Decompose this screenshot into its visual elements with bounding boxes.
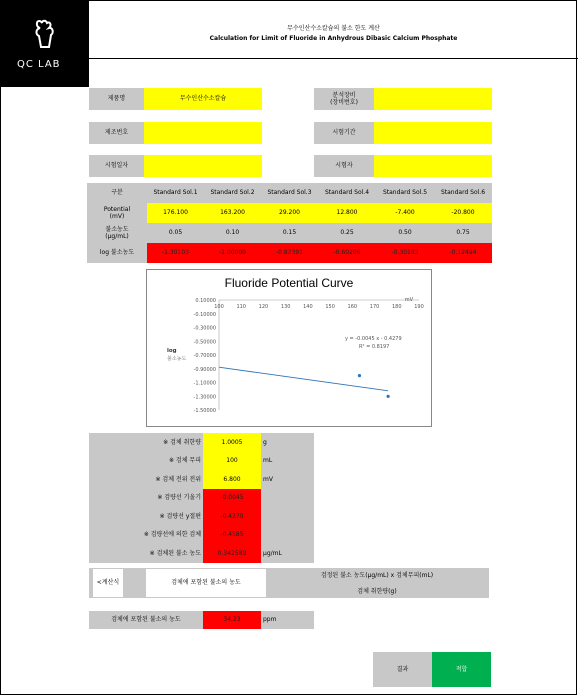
y-axis-title: log (167, 348, 177, 354)
calc-unit: μg/mL (263, 549, 282, 557)
potential-cell[interactable]: -7.400 (376, 203, 434, 223)
log-label: log 불소농도 (87, 243, 147, 263)
equipment-label: 분석장비 (장비번호) (314, 88, 374, 110)
x-tick-label: 110 (236, 304, 246, 310)
x-tick-label: 100 (214, 304, 224, 310)
potential-label: Potential (mV) (87, 203, 147, 223)
test-date-label: 시험기간 (314, 122, 374, 144)
table-header: Standard Sol.3 (261, 183, 318, 203)
result-value: 34.23 (203, 611, 261, 629)
conc-cell: 0.15 (261, 223, 318, 243)
calc-value[interactable]: 6.800 (203, 470, 261, 489)
log-cell: -0.82391 (261, 243, 318, 263)
title-ko: 무수인산수소칼슘의 불소 한도 계산 (287, 25, 380, 32)
calc-value[interactable]: 100 (203, 452, 261, 471)
product-value[interactable]: 무수인산수소칼슘 (144, 88, 262, 110)
calc-unit (261, 507, 314, 526)
lot-label: 제조번호 (89, 122, 144, 144)
calc-value: 0.342589 (203, 544, 261, 563)
equipment-value[interactable] (374, 88, 492, 110)
x-tick-label: 140 (303, 304, 313, 310)
col-label: 구분 (87, 183, 147, 203)
calc-label: ※ 검체 취한량 (163, 438, 201, 446)
standard-table (87, 183, 492, 263)
y-tick-label: -1.30000 (193, 394, 216, 401)
formula-numerator: 검정된 불소 농도(μg/mL) x 검체무피(mL) (320, 572, 434, 580)
potential-cell[interactable]: 163.200 (204, 203, 261, 223)
lot-value[interactable] (144, 122, 262, 144)
x-tick-label: 150 (325, 304, 335, 310)
chart-plot (147, 270, 433, 428)
calc-label: ※ 검체된 불소 농도 (149, 549, 201, 557)
trendline (219, 367, 388, 391)
potential-cell[interactable]: 176.100 (147, 203, 204, 223)
x-tick-label: 160 (347, 304, 358, 310)
y-tick-label: -0.10000 (193, 311, 216, 318)
test-date-value[interactable] (374, 122, 492, 144)
fluoride-chart (146, 269, 432, 427)
calc-value: -0.4585 (203, 526, 261, 545)
y-tick-label: -0.70000 (193, 353, 216, 359)
y-tick-label: -0.50000 (193, 339, 216, 346)
potential-cell[interactable]: -20.800 (434, 203, 492, 223)
calc-value: -0.0045 (203, 489, 261, 508)
formula-label: <계산식 (93, 569, 123, 597)
result-unit: ppm (261, 611, 314, 629)
conc-cell: 0.50 (376, 223, 434, 243)
conc-cell: 0.05 (147, 223, 204, 243)
calc-label: ※ 검체 전위 전위 (155, 475, 201, 483)
formula-left: 검체에 포함된 불소의 농도 (146, 569, 266, 597)
potential-cell[interactable]: 12.800 (318, 203, 376, 223)
result-label: 검체에 포함된 불소의 농도 (89, 611, 203, 629)
y-tick-label: 0.10000 (195, 298, 216, 304)
verdict-label: 결과 (373, 652, 432, 687)
calc-value[interactable]: 1.0005 (203, 433, 261, 452)
logo-text: QC LAB (17, 59, 61, 70)
conc-cell: 0.75 (434, 223, 492, 243)
sheet-title (89, 1, 578, 59)
calc-label: ※ 검량선 y절편 (159, 512, 201, 520)
conc-label: 불소농도 (μg/mL) (87, 223, 147, 243)
data-point (358, 374, 361, 377)
data-point (387, 395, 390, 398)
calc-unit: mV (263, 475, 273, 483)
log-cell: -0.30103 (376, 243, 434, 263)
calc-unit: g (263, 438, 267, 446)
table-header: Standard Sol.5 (376, 183, 434, 203)
product-label: 제품명 (89, 88, 144, 110)
tester-label: 시험일자 (89, 155, 144, 177)
calc-value: -0.4279 (203, 507, 261, 526)
y-tick-label: -1.50000 (193, 408, 216, 414)
hand-sign-icon (31, 19, 57, 54)
calc-unit (261, 526, 314, 545)
analyst-label: 시험자 (314, 155, 374, 177)
log-cell: -0.60206 (318, 243, 376, 263)
calc-label: ※ 검량선에 의한 검체 (143, 531, 201, 539)
conc-cell: 0.10 (204, 223, 261, 243)
calc-label: ※ 검체 무피 (168, 457, 201, 465)
title-en: Calculation for Limit of Fluoride in Anhydrous Dibasic Calcium Phosphate (209, 35, 458, 42)
x-tick-label: 170 (369, 304, 380, 310)
chart-title: Fluoride Potential Curve (224, 276, 354, 290)
formula-denominator: 검체 취한량(g) (357, 588, 397, 596)
x-tick-label: 130 (280, 304, 291, 310)
x-tick-label: 120 (258, 304, 269, 310)
table-header: Standard Sol.4 (318, 183, 376, 203)
table-header: Standard Sol.1 (147, 183, 204, 203)
table-header: Standard Sol.6 (434, 183, 492, 203)
log-cell: -1.30103 (147, 243, 204, 263)
y-tick-label: -0.90000 (193, 366, 216, 373)
trend-equation: y = -0.0045 x - 0.4279 (345, 336, 402, 342)
y-tick-label: -0.30000 (193, 325, 216, 332)
log-cell: -1.00000 (204, 243, 261, 263)
y-axis-title-2: 불소농도 (167, 356, 187, 362)
conc-cell: 0.25 (318, 223, 376, 243)
trend-r2: R² = 0.8197 (359, 344, 390, 350)
x-tick-label: 180 (392, 304, 402, 310)
calc-unit: mL (263, 457, 273, 465)
table-header: Standard Sol.2 (204, 183, 261, 203)
analyst-value[interactable] (374, 155, 492, 177)
calc-unit (261, 489, 314, 508)
calc-label: ※ 검량선 기울기 (157, 494, 201, 502)
log-cell: -0.12494 (434, 243, 492, 263)
x-tick-label: 190 (414, 304, 424, 310)
verdict-value: 적합 (432, 652, 491, 687)
potential-cell[interactable]: 29.200 (261, 203, 318, 223)
x-axis-title: mV (404, 297, 413, 303)
tester-value[interactable] (144, 155, 262, 177)
qc-lab-logo (1, 1, 89, 87)
y-tick-label: -1.10000 (193, 380, 216, 387)
